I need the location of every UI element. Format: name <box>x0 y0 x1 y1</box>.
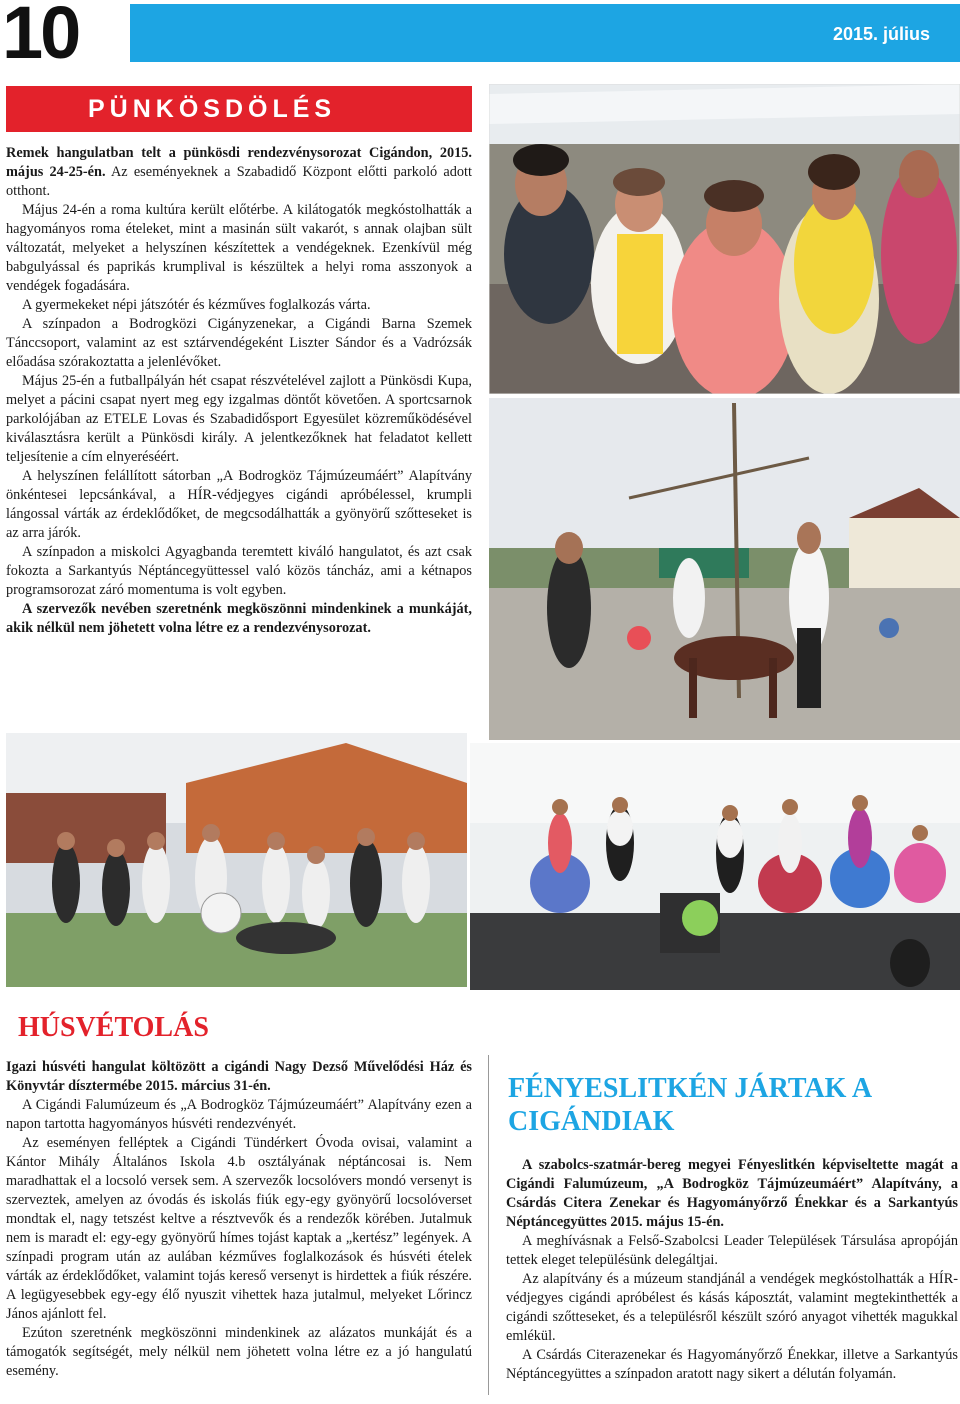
paragraph: A gyermekeket népi játszótér és kézműves foglalkozás várta. <box>22 297 371 313</box>
paragraph: A színpadon a Bodrogközi Cigányzenekar, a Cigándi Barna Szemek Tánccsoport, valamint az est sztárvendégeként Liszter Sándor és a Vadrózsák előadása szórakoztatta a jelenlévőket. <box>6 316 472 370</box>
paragraph: Május 24-én a roma kultúra került előtérbe. A kilátogatók megkóstolhatták a hagyományos roma ételeket, mint a masinán sült vakarót, s annak olajban sült változatát, melyeket a helyszínen készítettek a vendégeknek. Ezenkívül még babgulyással és paprikás krumplival is készültek a helyi roma asszonyok a vendégek fogadására. <box>6 202 472 294</box>
column-divider <box>488 1055 489 1395</box>
paragraph: Az alapítvány és a múzeum standjánál a vendégek megkóstolhatták a HÍR-védjegyes cigándi apróbélest és kásás káposztát, valamint megtekinthették a cigándi szőtteseket, és a településről készült szóró anyagot vihették magukkal emlékül. <box>506 1271 958 1344</box>
article-lead: Igazi húsvéti hangulat költözött a cigándi Nagy Dezső Művelődési Ház és Könyvtár dísztermébe 2015. március 31-én. <box>6 1059 472 1094</box>
paragraph: A helyszínen felállított sátorban „A Bodrogköz Tájmúzeumáért” Alapítvány önkéntesei lepcsánkával, a HÍR-védjegyes cigándi apróbélessel, krumpli lángossal várták az érdeklődőket, de megcsodálhatták a gyönyörű szőtteseket is az arra járók. <box>6 468 472 541</box>
paragraph: Ezúton szeretnénk megköszönni mindenkinek az alázatos munkáját és a támogatók segítségét, mely nélkül nem jöhetett volna létre ez a jó hangulatú esemény. <box>6 1325 472 1379</box>
article-punkosdoles-body <box>6 144 472 638</box>
article-fenyeslitke-body <box>506 1156 958 1384</box>
article-lead <box>6 144 472 201</box>
photo-group <box>6 733 467 987</box>
article-title-bar <box>6 86 472 132</box>
page-header <box>0 0 960 74</box>
issue-date: 2015. július <box>832 24 930 44</box>
paragraph: A Csárdás Citerazenekar és Hagyományőrző Énekkar, illetve a Sarkantyús Néptáncegyüttes a színpadon aratott nagy sikert a délután folyamán. <box>506 1347 958 1382</box>
photo-tent-crowd <box>489 84 960 394</box>
article-title-fenyeslitke: FÉNYESLITKÉN JÁRTAK A CIGÁNDIAK <box>508 1073 871 1137</box>
article-husvetolas-body <box>6 1058 472 1381</box>
page-number: 10 <box>2 0 79 74</box>
lead-tail: Az eseményeknek a Szabadidő Központ előtti parkoló adott otthont. <box>6 164 472 199</box>
article-title-husvetolas: HÚSVÉTOLÁS <box>18 1012 209 1043</box>
article-title-punkosdoles: PÜNKÖSDÖLÉS <box>88 95 337 123</box>
paragraph: A meghívásnak a Felső-Szabolcsi Leader Települések Társulása apropóján tettek eleget településünk delegáltjai. <box>506 1233 958 1268</box>
lead-bold: Remek hangulatban telt a pünkösdi rendezvénysorozat Cigándon, 2015. május 24-25-én. <box>6 145 472 180</box>
paragraph: Az eseményen felléptek a Cigándi Tündérkert Óvoda ovisai, valamint a Kántor Mihály Általános Iskola 4.b osztályának néptáncosai is. Nem maradhattak el a locsoló versek sem. A szervezők locsolóvers mondó versenyt is szerveztek, amelyen az óvodás és iskolás fiúk egy-egy gyönyörű locsolóverset mondtak el, nagy tetszést keltve a résztvevők és a rendezők körében. Jutalmuk nem is maradt el: egy-egy gyönyörű hímes tojást kaptak a „kertész” legények. A színpadi program után az aulában kézműves foglalkozások és húsvéti ételek várták az érdeklődőket, valamint tojás kereső versenyt is hirdettek a fiúk részére. A legügyesebbek egy-egy élő nyuszit vihettek haza jutalmul, melyeket Lőrincz János ajánlott fel. <box>6 1135 472 1322</box>
paragraph: Május 25-én a futballpályán hét csapat részvételével zajlott a Pünkösdi Kupa, melyet a pácini csapat nyert meg egy izgalmas döntőt követően. A sportcsarnok parkolójában az ETELE Lovas és Szabadidősport Egyesület közreműködésével kiválasztásra került a Pünkösdi király. A jelentkezőknek hat feladatot kellett teljesítenie a cím elnyeréséért. <box>6 373 472 465</box>
closing-paragraph: A szervezők nevében szeretnénk megköszönni mindenkinek a munkáját, akik nélkül nem jöhetett volna létre ez a rendezvénysorozat. <box>6 601 472 636</box>
header-bar <box>130 4 960 62</box>
paragraph: A Cigándi Falumúzeum és „A Bodrogköz Tájmúzeumáért” Alapítvány ezen a napon tartotta hagyományos húsvéti rendezvényét. <box>6 1097 472 1132</box>
paragraph: A színpadon a miskolci Agyagbanda teremtett kiváló hangulatot, és azt csak fokozta a Sarkantyús Néptáncegyüttessel való közös táncház, ami a kétnapos programsorozat záró momentuma is volt egyben. <box>6 544 472 598</box>
article-lead: A szabolcs-szatmár-bereg megyei Fényeslitkén képviseltette magát a Cigándi Falumúzeum, „A Bodrogköz Tájmúzeumáért” Alapítvány, a Csárdás Citera Zenekar és Hagyományőrző Énekkar és a Sarkantyús Néptáncegyüttes 2015. május 15-én. <box>506 1157 958 1230</box>
photo-horse-maypole <box>489 398 960 740</box>
photo-stage-dancers <box>470 743 960 990</box>
